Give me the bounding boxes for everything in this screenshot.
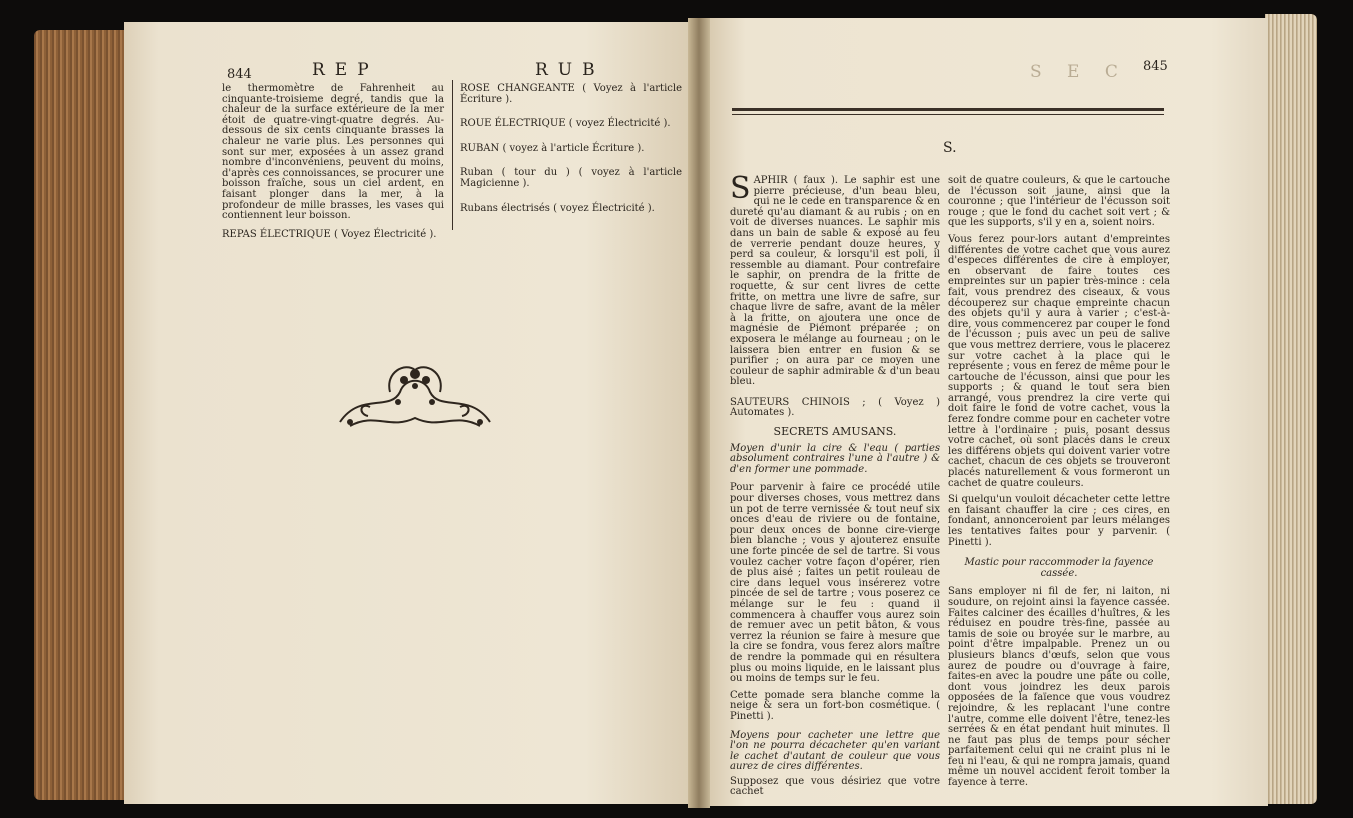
paragraph-thermometre: le thermomètre de Fahrenheit au cinquante-troisieme degré, tandis que la chaleur de la surface extérieure de la mer étoit de quatre-vingt-quatre degrés. Au-dessous de six cents cinquante brasses la chaleur ne varie plus. Les personnes qui sont sur mer, exposées à un assez grand nombre d'inconvéniens, peuvent du moins, d'après ces connoissances, se procurer une boisson fraîche, sous un ciel ardent, en faisant plonger dans la mer, à la profondeur de mille brasses, les vases qui contiennent leur boisson. (222, 83, 444, 222)
entry-ruban-tour: Ruban ( tour du ) ( voyez à l'article Magicienne ). (460, 167, 682, 189)
book-fore-edge-right (1265, 14, 1317, 804)
running-head-right: RUB (535, 60, 605, 80)
entry-sauteurs-chinois: SAUTEURS CHINOIS ; ( Voyez ) Automates ). (730, 396, 940, 419)
paragraph-sans-employer: Sans employer ni fil de fer, ni laiton, ni soudure, on rejoint ainsi la fayence cassée. Faites calciner des écailles d'huîtres, & les réduisez en poudre très-fine, passée au tamis de soie ou broyée sur le marbre, au point d'être impalpable. Prenez un ou plusieurs blancs d'œufs, selon que vous aurez de poudre ou d'ouvrage à faire, faites-en avec la poudre une pâte ou colle, dont vous joindrez les deux parois opposées de la faïence que vous voudrez rejoindre, & les replacant l'une contre l'autre, comme elle doivent l'être, tenez-les serrées & en état pendant huit minutes. Il ne faut pas plus de temps pour sécher parfaitement celui qui ne craint plus ni le feu ni l'eau, & qui ne rompra jamais, quand même un nouvel accident feroit tomber la fayence à terre. (948, 586, 1170, 789)
paragraph-cette-pomade: Cette pomade sera blanche comme la neige & sera un fort-bon cosmétique. ( Pinetti ). (730, 689, 940, 722)
entry-rose-changeante: ROSE CHANGEANTE ( Voyez à l'article Écriture ). (460, 83, 682, 105)
header-rule-thick (732, 108, 1164, 111)
paragraph-soit-quatre-couleurs: soit de quatre couleurs, & que le cartouche de l'écusson soit jaune, ainsi que la couronne ; que l'intérieur de l'écusson soit rouge ; que le fond du cachet soit vert ; & que les supports, s'il y en a, soient noirs. (948, 175, 1170, 229)
moyens-cacheter-title: Moyens pour cacheter une lettre que l'on ne pourra décacheter qu'en variant le cachet d'autant de couleur que vous aurez de cires différentes. (730, 729, 940, 773)
column-divider (452, 80, 453, 230)
page-number-right: 845 (1143, 59, 1168, 74)
right-column-2 (948, 176, 1170, 789)
paragraph-pour-parvenir: Pour parvenir à faire ce procédé utile pour diverses choses, vous mettrez dans un pot de terre vernissée & tout neuf six onces d'eau de riviere ou de fontaine, pour deux onces de bonne cire-vierge bien blanche ; vous y ajouterez ensuite une forte pincée de sel de tartre. Si vous voulez cacher votre façon d'opérer, rien de plus aisé ; faites un petit rouleau de cire dans lequel vous insérerez votre pincée de sel de tartre ; vous poserez ce mélange sur le feu : quand il commencera à chauffer vous aurez soin de remuer avec un petit bâton, & vous verrez la réunion se faire à mesure que la cire se fondra, vous ferez alors maître de rendre la pommade qui en résultera plus ou moins liquide, en le laissant plus ou moins de temps sur le feu. (730, 482, 940, 685)
entry-ruban: RUBAN ( voyez à l'article Écriture ). (460, 142, 645, 154)
left-column-1 (222, 84, 444, 240)
header-rule-thin (732, 114, 1164, 115)
book-fore-edge-left (34, 30, 124, 800)
running-head-ghost: S E C (1030, 62, 1128, 82)
entry-roue-electrique: ROUE ÉLECTRIQUE ( voyez Électricité ). (460, 118, 671, 130)
book-gutter (688, 18, 710, 808)
floral-ornament-icon (330, 352, 500, 434)
secrets-amusans-title: SECRETS AMUSANS. (773, 425, 897, 439)
running-head-left: REP (312, 60, 379, 80)
left-column-2 (460, 84, 682, 214)
mastic-title: Mastic pour raccommoder la fayence cassée. (964, 557, 1154, 579)
entry-saphir: SAPHIR ( faux ). Le saphir est une pierre précieuse, d'un beau bleu, qui ne le cede en transparence & en dureté qu'au diamant & au rubis ; on en voit de diverses nuances. Le saphir mis dans un bain de sable & exposé au feu de verrerie pendant douze heures, y perd sa couleur, & lorsqu'il est poli, il ressemble au diamant. Pour contrefaire le saphir, on prendra de la fritte de roquette, & sur cent livres de cette fritte, on mettra une livre de safre, sur chaque livre de safre, avant de la mêler à la fritte, on ajoutera une once de magnésie de Piémont préparée ; on exposera le mélange au fourneau ; on le laissera bien entrer en fusion & se purifier ; on aura par ce moyen une couleur de saphir admirable & d'un beau bleu. (730, 171, 940, 388)
entry-repas-electrique: REPAS ÉLECTRIQUE ( Voyez Électricité ). (222, 228, 437, 240)
dropcap-s: S (730, 171, 751, 206)
moyen-cire-eau-title: Moyen d'unir la cire & l'eau ( parties absolument contraires l'une à l'autre ) & d'en former une pommade. (730, 442, 940, 475)
entry-rubans-electrises: Rubans électrisés ( voyez Électricité ). (460, 202, 655, 214)
right-column-1 (730, 171, 940, 798)
paragraph-vous-ferez: Vous ferez pour-lors autant d'empreintes différentes de votre cachet que vous aurez d'especes différentes de cire à employer, en observant de faire toutes ces empreintes sur un papier très-mince : cela fait, vous prendrez des ciseaux, & vous découperez sur chaque empreinte chacun des objets qu'il y aura à varier ; c'est-à-dire, vous commencerez par couper le fond de l'écusson ; puis avec un peu de salive que vous mettrez derriere, vous le placerez sur votre cachet à la place qui le représente ; vous en ferez de même pour le cartouche de l'écusson, ainsi que pour les supports ; & quand le tout sera bien arrangé, vous prendrez la cire verte qui doit faire le fond de votre cachet, vous la ferez fondre comme pour en cacheter votre lettre à l'ordinaire ; puis, posant dessus votre cachet, où sont placés dans le creux les différens objets qui doivent varier votre cachet, chacun de ces objets se trouveront placés naturellement & vous formeront un cachet de quatre couleurs. (948, 233, 1170, 489)
paragraph-si-quelquun: Si quelqu'un vouloit décacheter cette lettre en faisant chauffer la cire ; ces cires, en fondant, annonceroient par leurs mélanges les tentatives faites pour y parvenir. ( Pinetti ). (948, 494, 1170, 548)
section-letter: S. (943, 140, 957, 156)
page-number-left: 844 (227, 67, 252, 82)
paragraph-supposez: Supposez que vous désiriez que votre cachet (730, 775, 940, 798)
